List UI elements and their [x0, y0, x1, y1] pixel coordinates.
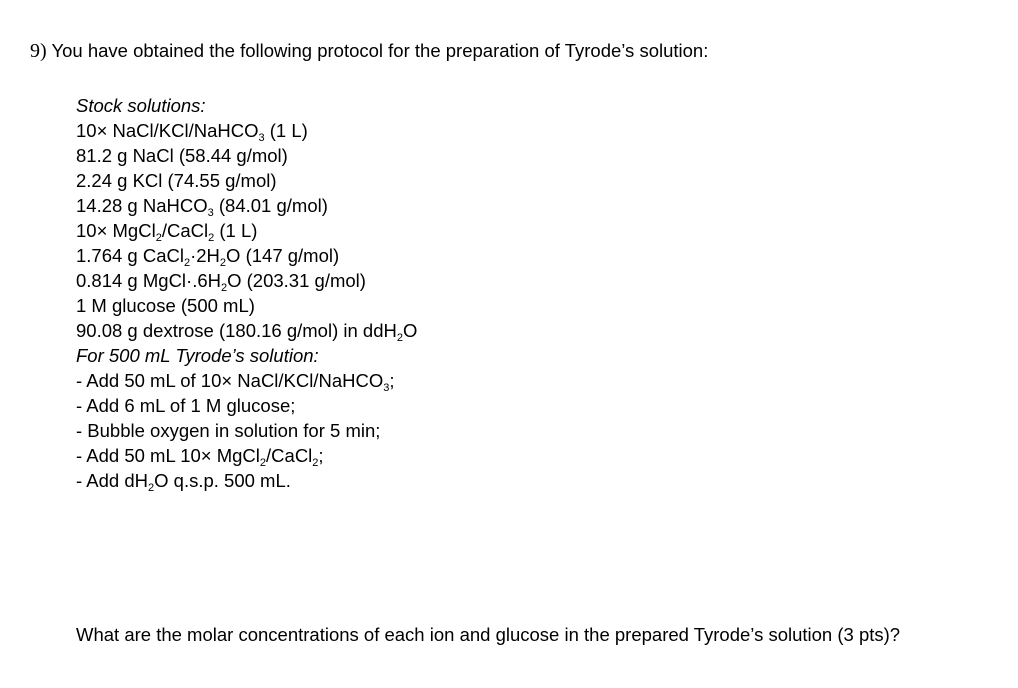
text-part: - Add dH — [76, 470, 148, 491]
recipe-step-4 — [76, 443, 417, 468]
subscript: 2 — [208, 232, 215, 244]
text-part: (1 L) — [264, 120, 308, 141]
subscript: 2 — [396, 332, 403, 344]
question-text: You have obtained the following protocol for the preparation of Tyrode’s solution: — [51, 40, 709, 61]
stock-glucose: 1 M glucose (500 mL) — [76, 295, 255, 316]
stock-solutions-heading: Stock solutions: — [76, 95, 206, 116]
text-part: (1 L) — [214, 220, 258, 241]
text-part: O (147 g/mol) — [226, 245, 340, 266]
question-line — [30, 40, 708, 63]
stock-nacl-kcl-nahco3 — [76, 118, 417, 143]
text-part: ; — [389, 370, 395, 391]
text-part: 10× NaCl/KCl/NaHCO — [76, 120, 259, 141]
protocol-block — [76, 93, 417, 493]
text-part: 14.28 g NaHCO — [76, 195, 208, 216]
text-part: /CaCl — [161, 220, 209, 241]
text-part: O q.s.p. 500 mL. — [154, 470, 291, 491]
recipe-heading: For 500 mL Tyrode’s solution: — [76, 345, 319, 366]
subscript: 3 — [258, 132, 265, 144]
text-part: 1.764 g CaCl — [76, 245, 184, 266]
subscript: 2 — [148, 482, 155, 494]
text-part: 10× MgCl — [76, 220, 156, 241]
stock2-item-mgcl — [76, 268, 417, 293]
text-part: O — [402, 320, 418, 341]
recipe-step-1 — [76, 368, 417, 393]
text-part: /CaCl — [266, 445, 313, 466]
text-part: - Add 50 mL of 10× NaCl/KCl/NaHCO — [76, 370, 384, 391]
text-part: - Add 50 mL 10× MgCl — [76, 445, 260, 466]
subscript: 2 — [259, 457, 267, 469]
question-number: 9) — [30, 40, 47, 62]
subscript: 2 — [220, 282, 228, 294]
text-part: (84.01 g/mol) — [213, 195, 328, 216]
stock3-item-dextrose — [76, 318, 417, 343]
subscript: 2 — [312, 457, 319, 469]
text-part: 0.814 g MgCl·.6H — [76, 270, 221, 291]
subscript: 3 — [207, 207, 214, 219]
stock1-item-nahco3 — [76, 193, 417, 218]
stock1-item-nacl: 81.2 g NaCl (58.44 g/mol) — [76, 145, 288, 166]
stock-mgcl2-cacl2 — [76, 218, 417, 243]
subscript: 3 — [383, 382, 390, 394]
stock2-item-cacl2 — [76, 243, 417, 268]
text-part: ; — [318, 445, 324, 466]
text-part: O (203.31 g/mol) — [227, 270, 366, 291]
subscript: 2 — [183, 257, 191, 269]
recipe-step-3: - Bubble oxygen in solution for 5 min; — [76, 420, 381, 441]
subscript: 2 — [155, 232, 162, 244]
final-question: What are the molar concentrations of each ion and glucose in the prepared Tyrode’s solution (3 pts)? — [76, 624, 901, 645]
stock1-item-kcl: 2.24 g KCl (74.55 g/mol) — [76, 170, 277, 191]
text-part: 90.08 g dextrose (180.16 g/mol) in ddH — [76, 320, 397, 341]
text-part: ·2H — [190, 245, 220, 266]
recipe-step-2: - Add 6 mL of 1 M glucose; — [76, 395, 296, 416]
subscript: 2 — [219, 257, 227, 269]
recipe-step-5 — [76, 468, 417, 493]
